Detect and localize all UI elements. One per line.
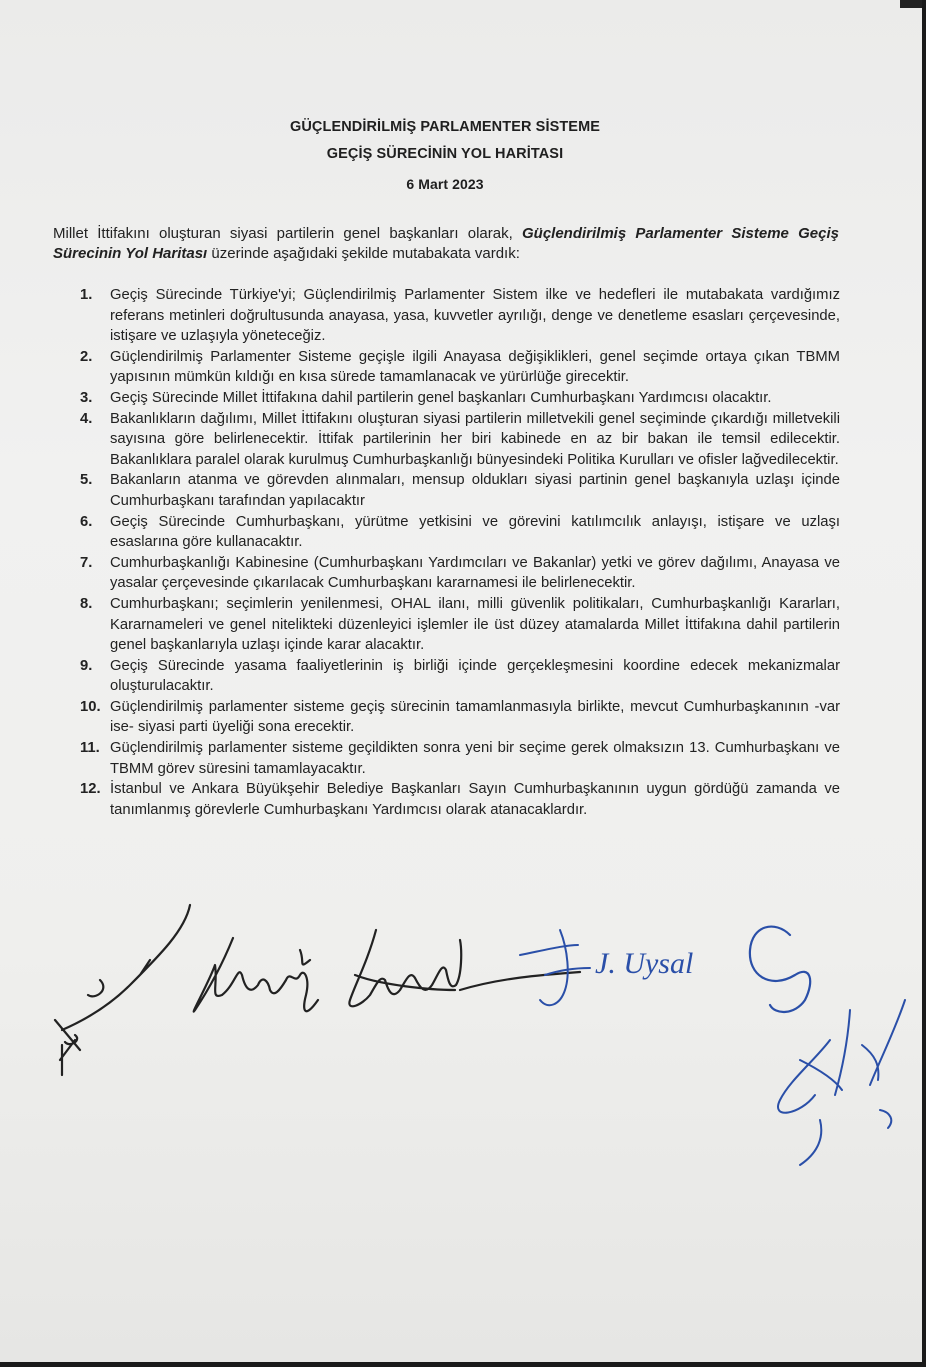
- list-item: [80, 656, 840, 697]
- list-item: [80, 594, 840, 656]
- item-text: Bakanların atanma ve görevden alınmaları, mensup oldukları siyasi partinin genel başkanıyla uzlaşı içinde Cumhurbaşkanı tarafından yapılacaktır: [110, 472, 840, 509]
- list-item: [80, 779, 840, 820]
- list-item: [80, 553, 840, 594]
- signature-5: [750, 927, 810, 1012]
- list-item: [80, 347, 840, 388]
- list-item: [80, 285, 840, 347]
- signature-6: [778, 1000, 905, 1165]
- item-number: 4.: [80, 410, 93, 427]
- signature-4: [520, 930, 590, 1005]
- item-text: İstanbul ve Ankara Büyükşehir Belediye Başkanları Sayın Cumhurbaşkanının uygun gördüğü zamanda ve tanımlanmış görevlerle Cumhurbaşkanı Yardımcısı olarak atanacaklardır.: [110, 781, 840, 818]
- list-item: [80, 409, 840, 471]
- item-number: 2.: [80, 348, 93, 365]
- item-text: Güçlendirilmiş Parlamenter Sisteme geçişle ilgili Anayasa değişiklikleri, genel seçimde ortaya çıkan TBMM yapısının mümkün kıldığı en kısa sürede tamamlanacak ve yürürlüğe girecektir.: [110, 348, 840, 386]
- item-number: 7.: [80, 554, 93, 571]
- intro-paragraph: [53, 224, 839, 264]
- signature-1: [55, 905, 190, 1075]
- intro-emphasis: Güçlendirilmiş Parlamenter Sisteme Geçiş Sürecinin Yol Haritası: [53, 225, 839, 262]
- intro-text-start: Millet İttifakını oluşturan siyasi partilerin genel başkanları olarak,: [53, 225, 522, 242]
- item-number: 10.: [80, 698, 101, 715]
- list-item: [80, 470, 840, 511]
- item-number: 6.: [80, 513, 93, 530]
- item-number: 12.: [80, 781, 101, 798]
- signature-4-text: J. Uysal: [595, 947, 694, 980]
- agreement-list: [80, 285, 840, 820]
- list-item: [80, 738, 840, 779]
- list-item: [80, 512, 840, 553]
- intro-text-end: üzerinde aşağıdaki şekilde mutabakata vardık:: [207, 245, 520, 262]
- item-number: 3.: [80, 389, 93, 406]
- list-item: [80, 697, 840, 738]
- item-number: 1.: [80, 287, 93, 303]
- item-text: Cumhurbaşkanlığı Kabinesine (Cumhurbaşkanı Yardımcıları ve Bakanlar) yetki ve görev dağılımı, Anayasa ve yasalar çerçevesinde çıkarılacak Cumhurbaşkanı kararnamesi ile belirlenecektir.: [110, 554, 840, 592]
- item-text: Geçiş Sürecinde yasama faaliyetlerinin iş birliği içinde gerçekleşmesini koordine edecek mekanizmalar oluşturulacaktır.: [110, 657, 840, 695]
- item-number: 8.: [80, 595, 93, 612]
- signature-2: [194, 938, 318, 1012]
- item-text: Güçlendirilmiş parlamenter sisteme geçiş sürecinin tamamlanmasıyla birlikte, mevcut Cumhurbaşkanının -var ise- siyasi parti üyeliği sona erecektir.: [110, 698, 840, 736]
- scan-edge: [900, 0, 922, 8]
- item-text: Geçiş Sürecinde Cumhurbaşkanı, yürütme yetkisini ve görevini katılımcılık anlayışı, istişare ve uzlaşı esaslarına göre kullanacaktır.: [110, 513, 840, 551]
- title-line-1: GÜÇLENDİRİLMİŞ PARLAMENTER SİSTEME: [289, 119, 601, 135]
- item-number: 5.: [80, 472, 93, 489]
- list-item: [80, 388, 840, 409]
- item-text: Geçiş Sürecinde Millet İttifakına dahil partilerin genel başkanları Cumhurbaşkanı Yardımcısı olacaktır.: [110, 389, 772, 406]
- signature-4-stroke: [460, 972, 580, 990]
- item-text: Güçlendirilmiş parlamenter sisteme geçildikten sonra yeni bir seçime gerek olmaksızın 13. Cumhurbaşkanı ve TBMM görev süresini tamamlayacaktır.: [110, 740, 840, 777]
- item-number: 11.: [80, 740, 100, 757]
- signature-3: [349, 930, 461, 1006]
- title-line-2: GEÇİŞ SÜRECİNİN YOL HARİTASI: [326, 146, 564, 162]
- item-text: Geçiş Sürecinde Türkiye'yi; Güçlendirilmiş Parlamenter Sistem ilke ve hedefleri ile mutabakata vardığımız referans metinleri doğrultusunda anayasa, yasa, kuvvetler ayrılığı, denge ve denetleme esasları çerçevesinde, istişare ve uzlaşıyla yöneteceğiz.: [110, 287, 840, 345]
- item-number: 9.: [80, 657, 93, 674]
- document-date: 6 Mart 2023: [406, 176, 484, 192]
- item-text: Cumhurbaşkanı; seçimlerin yenilenmesi, OHAL ilanı, milli güvenlik politikaları, Cumhurbaşkanlığı Kararları, Kararnameleri ve genel nitelikteki düzenleyici işlemler ile üst düzey atamalarda Millet İttifakına dahil partilerin genel başkanlarıyla uzlaşı içinde karar alacaktır.: [110, 595, 840, 654]
- item-text: Bakanlıkların dağılımı, Millet İttifakını oluşturan siyasi partilerin milletvekili genel seçiminde çıkardığı milletvekili sayısına göre belirlenecektir. İttifak partilerinin her biri kabinede en az bir bakan ile temsil edilecektir. Bakanlıklara paralel olarak kurulmuş Cumhurbaşkanlığı bünyesindeki Politika Kurulları ve ofisler lağvedilecektir.: [110, 410, 840, 468]
